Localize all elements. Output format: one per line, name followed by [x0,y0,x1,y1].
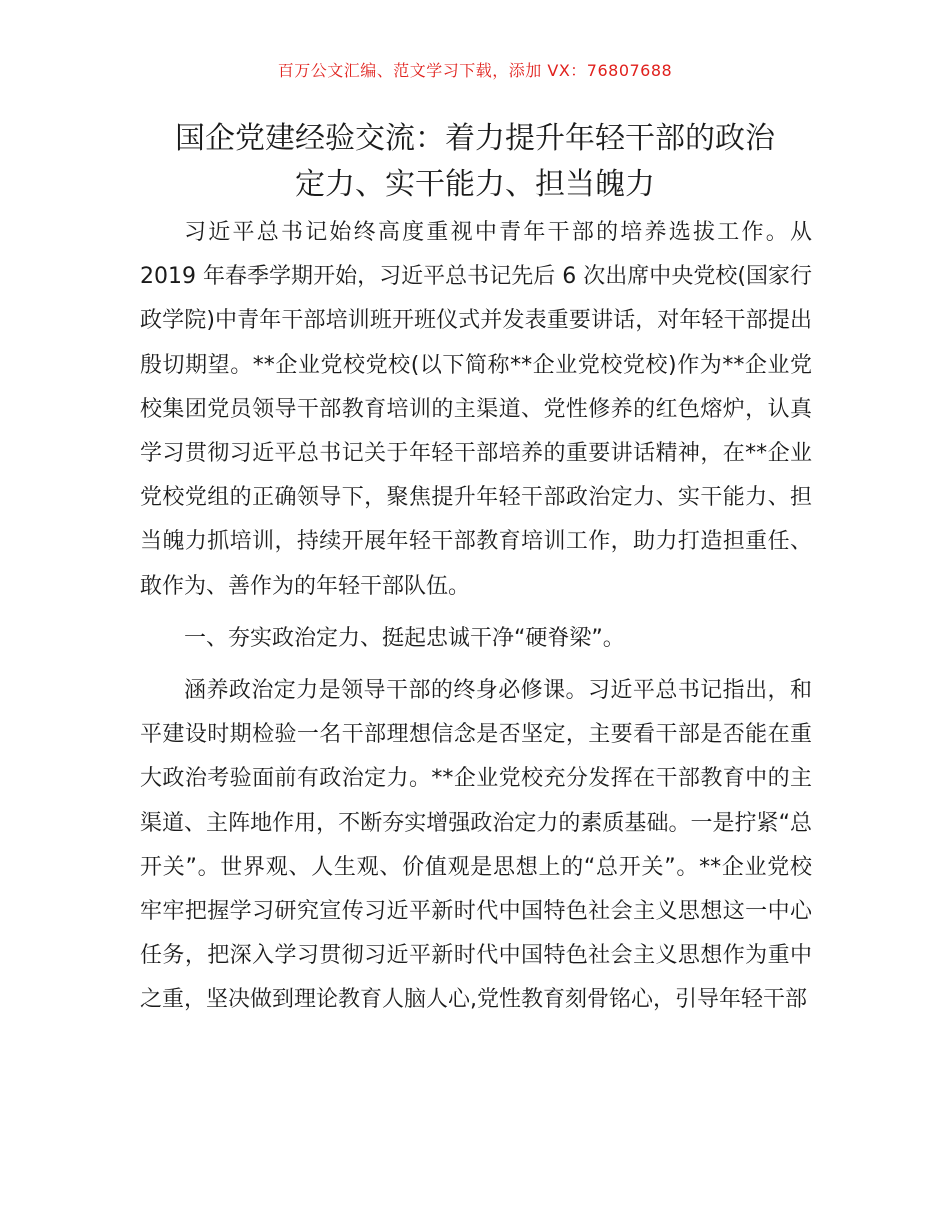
title-line-2: 定力、实干能力、担当魄力 [295,167,655,202]
document-title [100,116,850,208]
title-line-1: 国企党建经验交流：着力提升年轻干部的政治 [175,121,775,156]
section-heading-1: 一、夯实政治定力、挺起忠诚干净“硬脊梁”。 [184,625,625,651]
paragraph-section-1: 涵养政治定力是领导干部的终身必修课。习近平总书记指出，和平建设时期检验一名干部理想信念是否坚定，主要看干部是否能在重大政治考验面前有政治定力。**企业党校充分发挥在干部教育中的主渠道、主阵地作用，不断夯实增强政治定力的素质基础。一是拧紧“总开关”。世界观、人生观、价值观是思想上的“总开关”。**企业党校牢牢把握学习研究宣传习近平新时代中国特色社会主义思想这一中心任务，把深入学习贯彻习近平新时代中国特色社会主义思想作为重中之重，坚决做到理论教育人脑人心,党性教育刻骨铭心，引导年轻干部 [140,678,812,1013]
document-body [140,211,812,1023]
watermark-header: 百万公文汇编、范文学习下载，添加 VX：76807688 [277,61,673,80]
paragraph-intro: 习近平总书记始终高度重视中青年干部的培养选拔工作。从 2019 年春季学期开始，习近平总书记先后 6 次出席中央党校(国家行政学院)中青年干部培训班开班仪式并发表重要讲话，对年轻干部提出殷切期望。**企业党校党校(以下简称**企业党校党校)作为**企业党校集团党员领导干部教育培训的主渠道、党性修养的红色熔炉，认真学习贯彻习近平总书记关于年轻干部培养的重要讲话精神，在**企业党校党组的正确领导下，聚焦提升年轻干部政治定力、实干能力、担当魄力抓培训，持续开展年轻干部教育培训工作，助力打造担重任、敢作为、善作为的年轻干部队伍。 [140,220,812,599]
